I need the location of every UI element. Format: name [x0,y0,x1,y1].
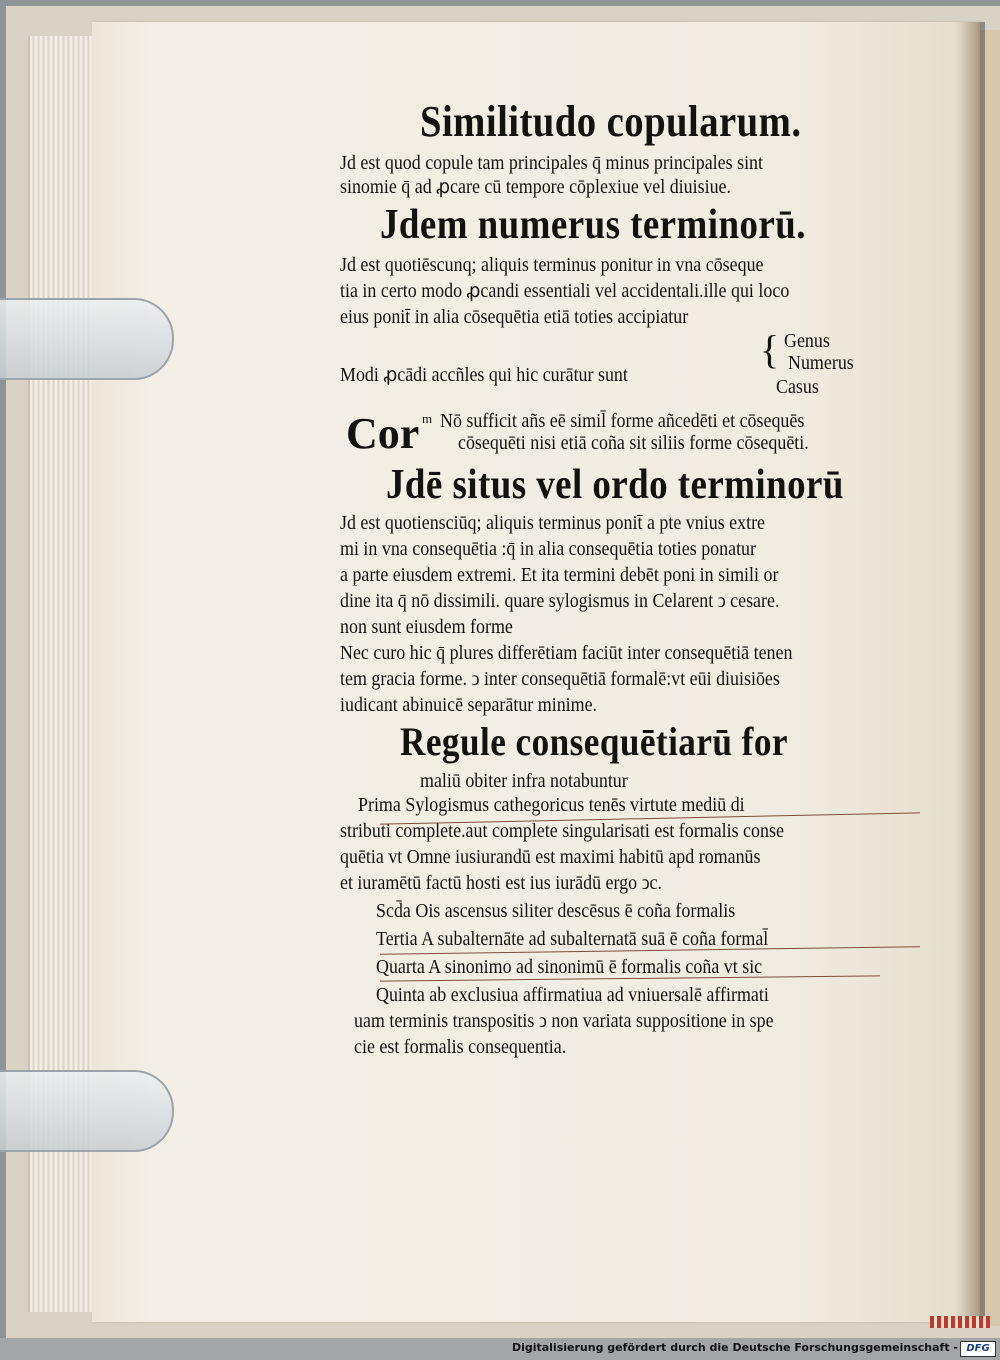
para-4-line-4: et iuramētū factū hosti est ius iurādū ergo ↄc. [340,873,662,894]
para-2-line-1: Jd est quotiēscunq; aliquis terminus ponitur in vna cōseque [340,255,764,276]
para-3-line-2: mi in vna consequētia :q̄ in alia consequētia toties ponatur [340,539,756,560]
para-5-line-1: uam terminis transpositis ↄ non variata suppositione in spe [354,1011,774,1032]
heading-idem-numerus: Jdem numerus terminorū. [380,202,806,248]
rule-quinta: Quinta ab exclusiua affirmatiua ad vniuersalē affirmati [376,985,769,1006]
para-4-line-2: stributi complete.aut complete singularisati est formalis conse [340,821,784,842]
para-2-line-3: eius ponit̄ in alia cōsequētia etiā toties accipiatur [340,307,689,328]
cor-line-2: cōsequēti nisi etiā coña sit siliis forme cōsequēti. [458,433,809,454]
para-5-line-2: cie est formalis consequentia. [354,1037,567,1058]
color-bar [930,1316,990,1328]
para-2-line-2: tia in certo modo ꝓcandi essentiali vel accidentali.ille qui loco [340,281,790,302]
para-3-line-8: iudicant abinuicē separātur minime. [340,695,598,716]
cor-superscript: m [422,411,433,426]
para-4-line-1: Prima Sylogismus cathegoricus tenēs virtute mediū di [358,795,745,816]
footer-credit: Digitalisierung gefördert durch die Deutsche Forschungsgemeinschaft - [511,1341,958,1354]
para-1-line-2: sinomie q̄ ad ꝓcare cū tempore cōplexiue vel diuisiue. [340,177,732,198]
modi-genus: Genus [784,331,830,352]
heading-regule-cont: maliū obiter infra notabuntur [420,771,628,792]
heading-ide-situs: Jdē situs vel ordo terminorū [386,462,844,508]
dfg-logo: DFG [960,1341,996,1357]
rule-quarta: Quarta A sinonimo ad sinonimū ē formalis coña vt sic [376,957,763,978]
modi-numerus: Numerus [788,353,854,374]
para-3-line-4: dine ita q̄ nō dissimili. quare sylogismus in Celarent ↄ cesare. [340,591,780,612]
para-3-line-3: a parte eiusdem extremi. Et ita termini debēt poni in simili or [340,565,779,586]
heading-similitudo: Similitudo copularum. [420,97,802,146]
para-3-line-7: tem gracia forme. ↄ inter consequētiā formalē:vt eūi diuisiōes [340,669,780,690]
para-3-line-1: Jd est quotiensciūq; aliquis terminus ponit̄ a pte vnius extre [340,513,766,534]
para-4-line-3: quētia vt Omne iusiurandū est maximi habitū apd romanūs [340,847,761,868]
para-3-line-6: Nec curo hic q̄ plures differētiam faciūt inter consequētiā tenen [340,643,793,664]
heading-regule: Regule consequētiarū for [400,719,788,764]
page-gutter [955,22,985,1322]
modi-brace-icon: { [760,327,780,372]
page-clip-top [0,298,174,380]
rule-secunda: Scd̄a Ois ascensus siliter descēsus ē coña formalis [376,901,736,922]
rule-tertia: Tertia A subalternāte ad subalternatā suā ē coña formal̄ [376,929,769,950]
para-1-line-1: Jd est quod copule tam principales q̄ minus principales sint [340,153,764,174]
modi-line: Modi ꝓcādi accñles qui hic curātur sunt [340,365,628,386]
cor-initial: Cor [346,409,420,458]
modi-casus: Casus [776,377,819,398]
page-clip-bottom [0,1070,174,1152]
para-3-line-5: non sunt eiusdem forme [340,617,513,638]
cor-line-1: Nō sufficit añs eē simil̄ forme añcedēti et cōsequēs [440,411,805,432]
